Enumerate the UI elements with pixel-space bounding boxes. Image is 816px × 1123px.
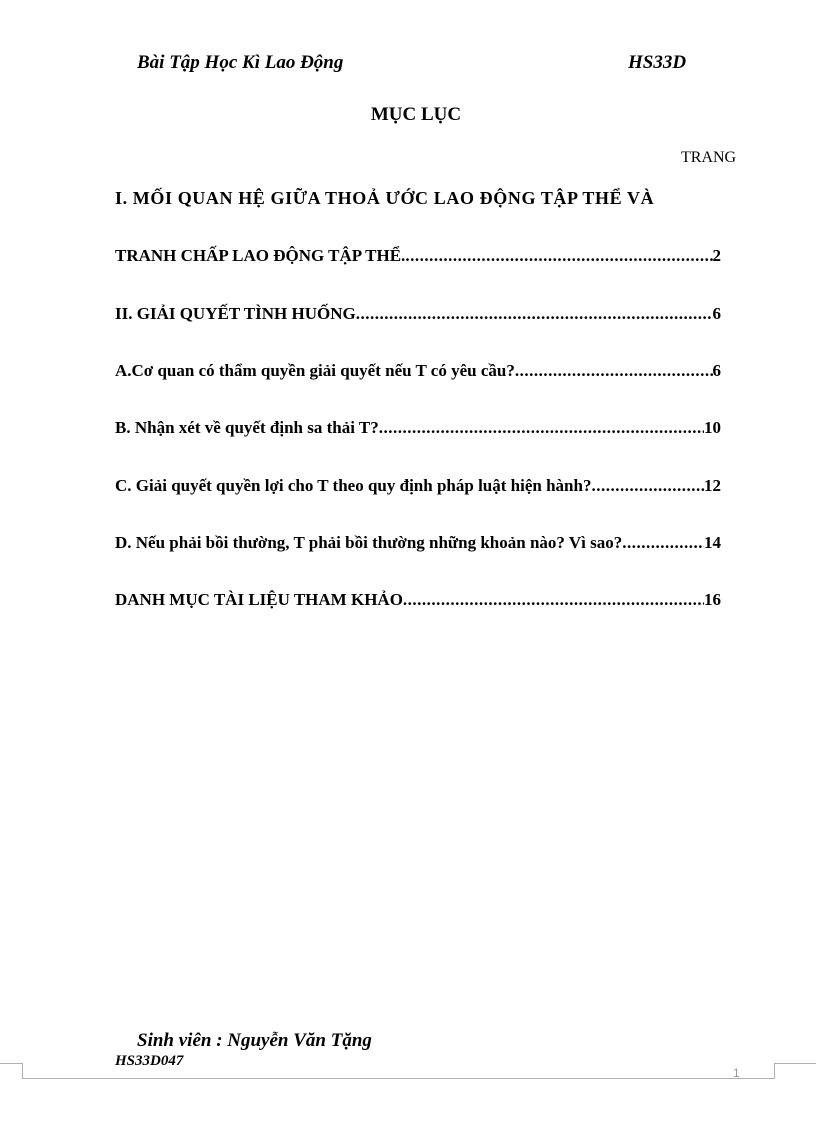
toc-entry-label: D. Nếu phải bồi thường, T phải bồi thường những khoản nào? Vì sao? bbox=[115, 533, 623, 552]
toc-entry-label: II. GIẢI QUYẾT TÌNH HUỐNG bbox=[115, 304, 356, 323]
toc-leader-dots bbox=[379, 418, 704, 438]
toc-entry-page: 6 bbox=[712, 361, 721, 380]
page-number: 1 bbox=[733, 1066, 740, 1080]
student-name: Sinh viên : Nguyễn Văn Tặng bbox=[137, 1030, 372, 1051]
toc-entry-label: C. Giải quyết quyền lợi cho T theo quy định pháp luật hiện hành? bbox=[115, 476, 592, 495]
student-id: HS33D047 bbox=[115, 1053, 184, 1069]
page-title: MỤC LỤC bbox=[370, 104, 462, 125]
toc-entry-label: A.Cơ quan có thẩm quyền giải quyết nếu T có yêu cầu? bbox=[115, 361, 515, 380]
toc-entry[interactable] bbox=[115, 246, 721, 266]
footer-rule bbox=[22, 1078, 774, 1079]
toc-entry[interactable] bbox=[115, 304, 721, 324]
crop-mark-right-vertical bbox=[774, 1063, 775, 1079]
toc-entry[interactable] bbox=[115, 361, 721, 381]
toc-entry[interactable] bbox=[115, 418, 721, 438]
header-title: Bài Tập Học Kì Lao Động bbox=[137, 52, 344, 73]
toc-entry[interactable] bbox=[115, 533, 721, 553]
crop-mark-left-vertical bbox=[22, 1063, 23, 1079]
toc-entry[interactable] bbox=[115, 476, 721, 496]
toc-entry-label: DANH MỤC TÀI LIỆU THAM KHẢO bbox=[115, 590, 403, 609]
toc-entry-page: 12 bbox=[704, 476, 721, 495]
toc-entry[interactable] bbox=[115, 590, 721, 610]
toc-leader-dots bbox=[515, 361, 713, 381]
toc-entry-page: 14 bbox=[704, 533, 721, 552]
toc-heading-line: I. MỐI QUAN HỆ GIỮA THOẢ ƯỚC LAO ĐỘNG TẬP THỂ VÀ bbox=[115, 188, 655, 208]
toc-entry-label: B. Nhận xét về quyết định sa thải T? bbox=[115, 418, 379, 437]
header-class-code: HS33D bbox=[628, 52, 687, 73]
toc-leader-dots bbox=[591, 476, 704, 496]
crop-mark-left bbox=[0, 1063, 22, 1064]
toc-entry-page: 10 bbox=[704, 418, 721, 437]
toc-leader-dots bbox=[622, 533, 704, 553]
toc-entry-page: 16 bbox=[704, 590, 721, 609]
page-column-label: TRANG bbox=[681, 149, 737, 166]
toc-entry-page: 2 bbox=[712, 246, 721, 265]
toc-leader-dots bbox=[405, 246, 712, 266]
toc-entry-page: 6 bbox=[712, 304, 721, 323]
crop-mark-right bbox=[774, 1063, 816, 1064]
toc-entry-label: TRANH CHẤP LAO ĐỘNG TẬP THỂ. bbox=[115, 246, 406, 265]
toc-leader-dots bbox=[403, 590, 704, 610]
toc-leader-dots bbox=[356, 304, 713, 324]
